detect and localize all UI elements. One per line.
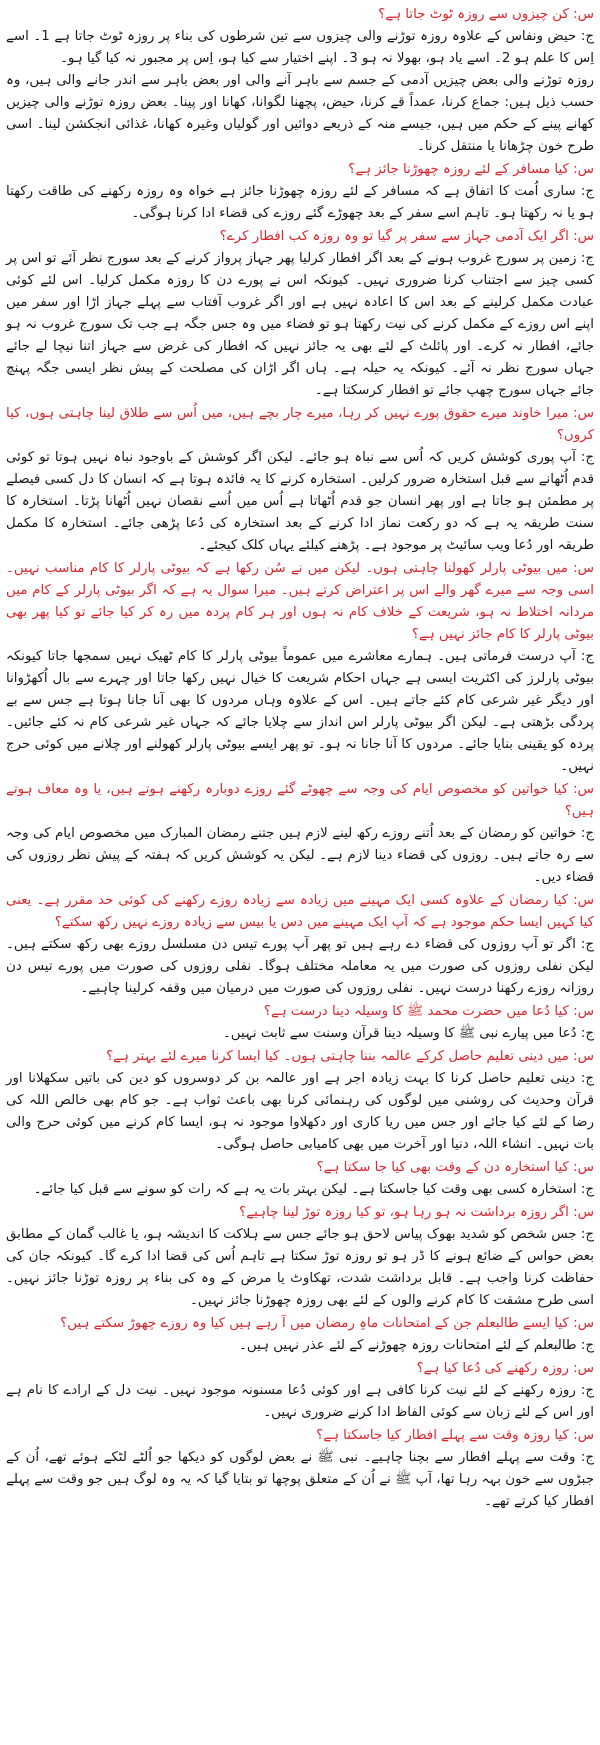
answer-text: ج: استخارہ کسی بھی وقت کیا جاسکتا ہے۔ لیکن بہتر بات یہ ہے کہ رات کو سونے سے قبل کیا جائے۔: [33, 1182, 594, 1197]
question-text: س: کیا ایسے طالبعلم جن کے امتحانات ماہِ رمضان میں آ رہے ہیں کیا وہ روزے چھوڑ سکتے ہیں؟: [60, 1316, 594, 1331]
question-text: س: میرا خاوند میرے حقوق پورے نہیں کر رہا، میرے چار بچے ہیں، میں اُس سے طلاق لینا چاہتی ہوں، کیا کروں؟: [6, 406, 594, 443]
qa-item-1: [6, 4, 594, 158]
qa-item-14: [6, 1425, 594, 1513]
qa-item-12: [6, 1313, 594, 1357]
answer-text: ج: روزہ رکھنے کے لئے نیت کرنا کافی ہے اور کوئی دُعا مسنونہ موجود نہیں۔ نیت دل کے ارادے کا نام ہے اور اس کے لئے زبان سے کوئی الفاظ ادا کرنے ضروری نہیں۔: [6, 1383, 594, 1420]
question-text: س: میں بیوٹی پارلر کھولنا چاہتی ہوں۔ لیکن میں نے سُن رکھا ہے کہ بیوٹی پارلر کا کام مناسب نہیں۔ اسی وجہ سے میرے گھر والے اس پر اعتراض کرتے ہیں۔ میرا سوال یہ ہے کہ اگر بیوٹی پارلر کے کام میں مردانہ اختلاط نہ ہو، شریعت کے خلاف کام نہ ہوں اور ہر کام پردہ میں رہ کر کیا جائے تو کیا پھر بھی بیوٹی پارلر کا کام جائز نہیں ہے؟: [6, 561, 594, 642]
question-text: س: کیا روزہ وقت سے پہلے افطار کیا جاسکتا ہے؟: [316, 1428, 594, 1443]
answer-text: ج: آپ پوری کوشش کریں کہ اُس سے نباہ ہو جائے۔ لیکن اگر کوشش کے باوجود نباہ نہیں ہوتا تو کوئی قدم اُٹھانے سے قبل استخارہ ضرور کرلیں۔ استخارہ کرنے کا یہ فائدہ ہوتا ہے کہ انسان کا دل کسی فیصلے پر مطمئن ہو جاتا ہے اور پھر انسان جو قدم اُٹھاتا ہے اُس میں اُسے نقصان نہیں اُٹھانا پڑتا۔ استخارہ کا سنت طریقہ یہ ہے کہ دو رکعت نماز ادا کرنے کے بعد استخارہ کی دُعا پڑھی جائے۔ استخارہ کا مکمل طریقہ اور دُعا ویب سائیٹ پر موجود ہے۔ پڑھنے کیلئے یہاں کلک کیجئے۔: [6, 450, 594, 553]
question-text: س: روزہ رکھنے کی دُعا کیا ہے؟: [416, 1361, 594, 1376]
answer-text: ج: دینی تعلیم حاصل کرنا کا بہت زیادہ اجر ہے اور عالمہ بن کر دوسروں کو دین کی باتیں سکھلانا اور قرآن وحدیث کی روشنی میں لوگوں کی رہنمائی کرنا بھی باعث ثواب ہے۔ جو کام بھی خالص اللہ کی رضا کے لئے کیا جائے اور جس میں ریا کاری اور دکھلاوا موجود نہ ہو، ایسا کام کرنے میں کوئی حرج والی بات نہیں۔ انشاء اللہ، دنیا اور آخرت میں بھی کامیابی حاصل ہوگی۔: [6, 1071, 594, 1152]
question-text: س: کیا مسافر کے لئے روزہ چھوڑنا جائز ہے؟: [348, 162, 594, 177]
answer-text: ج: خواتین کو رمضان کے بعد اُتنے روزے رکھ لینے لازم ہیں جتنے رمضان المبارک میں مخصوص ایام کی وجہ سے رہ جاتے ہیں۔ روزوں کی قضاء دینا لازم ہے۔ لیکن یہ کوشش کریں کہ ہفتہ کے پیش نظر روزوں کی قضاء دیں۔: [6, 826, 594, 885]
question-text: س: کیا دُعا میں حضرت محمد ﷺ کا وسیلہ دینا درست ہے؟: [263, 1004, 594, 1019]
answer-text: ج: حیض ونفاس کے علاوہ روزہ توڑنے والی چیزوں سے تین شرطوں کی بناء پر روزہ ٹوٹ جاتا ہے 1۔ اسے اِس کا علم ہو 2۔ اسے یاد ہو، بھولا نہ ہو 3۔ اپنے اختیار سے کیا ہو، اِس پر مجبور نہ کیا گیا ہو۔: [6, 29, 595, 66]
answer-text: ج: اگر تو آپ روزوں کی قضاء دے رہے ہیں تو پھر آپ پورے تیس دن مسلسل روزے بھی رکھ سکتے ہیں۔ لیکن نفلی روزوں کی صورت میں یہ معاملہ مختلف ہوگا۔ نفلی روزوں کی صورت میں پورے تیس دن روزانہ روزے رکھنا درست نہیں۔ نفلی روزوں کی صورت میں درمیان میں وقفہ کرلینا چاہیے۔: [6, 937, 594, 996]
answer-text: ج: طالبعلم کے لئے امتحانات روزہ چھوڑنے کے لئے عذر نہیں ہیں۔: [239, 1338, 594, 1353]
answer-text: ج: زمین پر سورج غروب ہونے کے بعد اگر افطار کرلیا پھر جہاز پرواز کرنے کے بعد سورج نظر آئے تو اس پر کسی چیز سے اجتناب کرنا ضروری نہیں۔ کیونکہ اس نے پورے دن کا روزہ مکمل کرلیا۔ اس لئے کوئی عبادت مکمل کرلینے کے بعد اس کا اعادہ نہیں ہے اور اگر غروب آفتاب سے پہلے جہاز اڑا اور سفر میں اپنے اس روزے کے مکمل کرنے کی نیت رکھتا ہو تو فضاء میں وہ جس جگہ ہے جب تک سورج غروب نہ ہو جائے، افطار نہ کرے۔ اور پائلٹ کے لئے بھی یہ جائز نہیں کہ افطار کی غرض سے جہاز اتنا نیچا لے جائے جہاں سورج نظر نہ آئے۔ کیونکہ یہ حیلہ ہے۔ ہاں اگر اڑان کی مصلحت کے پیش نظر ایسی جگہ پہنچ جائے جہاں سورج چھپ جائے تو افطار کرسکتا ہے۔: [6, 251, 594, 398]
question-text: س: کیا رمضان کے علاوہ کسی ایک مہینے میں زیادہ سے زیادہ روزے رکھنے کی کوئی حد مقرر ہے۔ یعنی کیا کہیں ایسا حکم موجود ہے کہ آپ ایک مہینے میں دس یا بیس سے زیادہ روزے نہیں رکھ سکتے؟: [6, 893, 594, 930]
answer-text: ج: جس شخص کو شدید بھوک پیاس لاحق ہو جائے جس سے ہلاکت کا اندیشہ ہو، یا غالب گمان کے مطابق بعض حواس کے ضائع ہونے کا ڈر ہو تو روزہ توڑ سکتا ہے تاہم اُس کی قضا ادا کرے گا۔ کیونکہ جان کی حفاظت کرنا واجب ہے۔ قابل برداشت شدت، تھکاوٹ یا مرض کے وہ کی بناء پر روزہ توڑنا جائز نہیں۔ اسی طرح مشقت کا کام کرنے والوں کے لئے بھی روزہ چھوڑنا جائز نہیں۔: [6, 1227, 594, 1308]
qa-item-3: [6, 226, 594, 402]
answer-text: ج: وقت سے پہلے افطار سے بچنا چاہیے۔ نبی ﷺ نے بعض لوگوں کو دیکھا جو اُلٹے لٹکے ہوئے تھے، اُن کے جبڑوں سے خون بہہ رہا تھا، آپ ﷺ نے اُن کے متعلق پوچھا تو بتایا گیا کہ یہ وہ لوگ ہیں جو وقت سے پہلے افطار کیا کرتے تھے۔: [6, 1450, 594, 1509]
qa-item-13: [6, 1358, 594, 1424]
answer-text: ج: آپ درست فرماتی ہیں۔ ہمارے معاشرے میں عموماً بیوٹی پارلر کا کام ٹھیک نہیں سمجھا جاتا کیونکہ بیوٹی پارلرز کی اکثریت ایسی ہے جہاں احکام شریعت کا خیال نہیں رکھا جاتا اور چہرے سے بال اُکھڑوانا اور دیگر غیر شرعی کام کئے جاتے ہیں۔ اس کے علاوہ وہاں مردوں کا بھی آنا جانا ہوتا ہے جس سے بے پردگی بڑھتی ہے۔ لیکن اگر بیوٹی پارلر اس انداز سے چلایا جائے کہ جہاں غیر شرعی کام نہ کئے جائیں۔ پردہ کو یقینی بنایا جائے۔ مردوں کا آنا جانا نہ ہو۔ تو پھر ایسے بیوٹی پارلر کھولنے اور چلانے میں کوئی حرج نہیں۔: [6, 649, 594, 774]
qa-item-11: [6, 1202, 594, 1312]
answer-text: ج: دُعا میں پیارے نبی ﷺ کا وسیلہ دینا قرآن وسنت سے ثابت نہیں۔: [222, 1026, 594, 1041]
question-text: س: کیا استخارہ دن کے وقت بھی کیا جا سکتا ہے؟: [316, 1160, 594, 1175]
qa-item-2: [6, 159, 594, 225]
answer-continuation: روزہ توڑنے والی بعض چیزیں آدمی کے جسم سے باہر آنے والی اور بعض باہر سے اندر جانے والی ہیں، وہ حسب ذیل ہیں: جماع کرنا، عمداً قے کرنا، حیض، پچھنا لگوانا، کھانا اور پینا۔ بعض روزہ توڑنے والی چیزیں کھانے پینے کے حکم میں ہیں، جیسے منہ کے ذریعے دوائیں اور گولیاں وغیرہ کھانا، غذائی انجکشن لینا۔ اسی طرح خون چڑھانا یا منتقل کرنا۔: [6, 73, 594, 154]
qa-item-6: [6, 779, 594, 889]
answer-text: ج: ساری اُمت کا اتفاق ہے کہ مسافر کے لئے روزہ چھوڑنا جائز ہے خواہ وہ روزہ رکھنے کی طاقت رکھتا ہو یا نہ رکھتا ہو۔ تاہم اسے سفر کے بعد چھوڑے گئے روزے کی قضاء ادا کرنا ہوگی۔: [6, 184, 594, 221]
qa-item-8: [6, 1001, 594, 1045]
qa-item-7: [6, 890, 594, 1000]
question-text: س: کیا خواتین کو مخصوص ایام کی وجہ سے چھوٹے گئے روزے دوبارہ رکھنے ہوتے ہیں، یا وہ معاف ہوتے ہیں؟: [6, 782, 594, 819]
question-text: س: کن چیزوں سے روزہ ٹوٹ جاتا ہے؟: [378, 7, 594, 22]
qa-item-5: [6, 558, 594, 778]
question-text: س: میں دینی تعلیم حاصل کرکے عالمہ بننا چاہتی ہوں۔ کیا ایسا کرنا میرے لئے بہتر ہے؟: [106, 1049, 594, 1064]
question-text: س: اگر روزہ برداشت نہ ہو رہا ہو، تو کیا روزہ توڑ لینا چاہیے؟: [239, 1205, 594, 1220]
qa-item-10: [6, 1157, 594, 1201]
qa-item-9: [6, 1046, 594, 1156]
question-text: س: اگر ایک آدمی جہاز سے سفر پر گیا تو وہ روزہ کب افطار کرے؟: [219, 229, 594, 244]
qa-item-4: [6, 403, 594, 557]
